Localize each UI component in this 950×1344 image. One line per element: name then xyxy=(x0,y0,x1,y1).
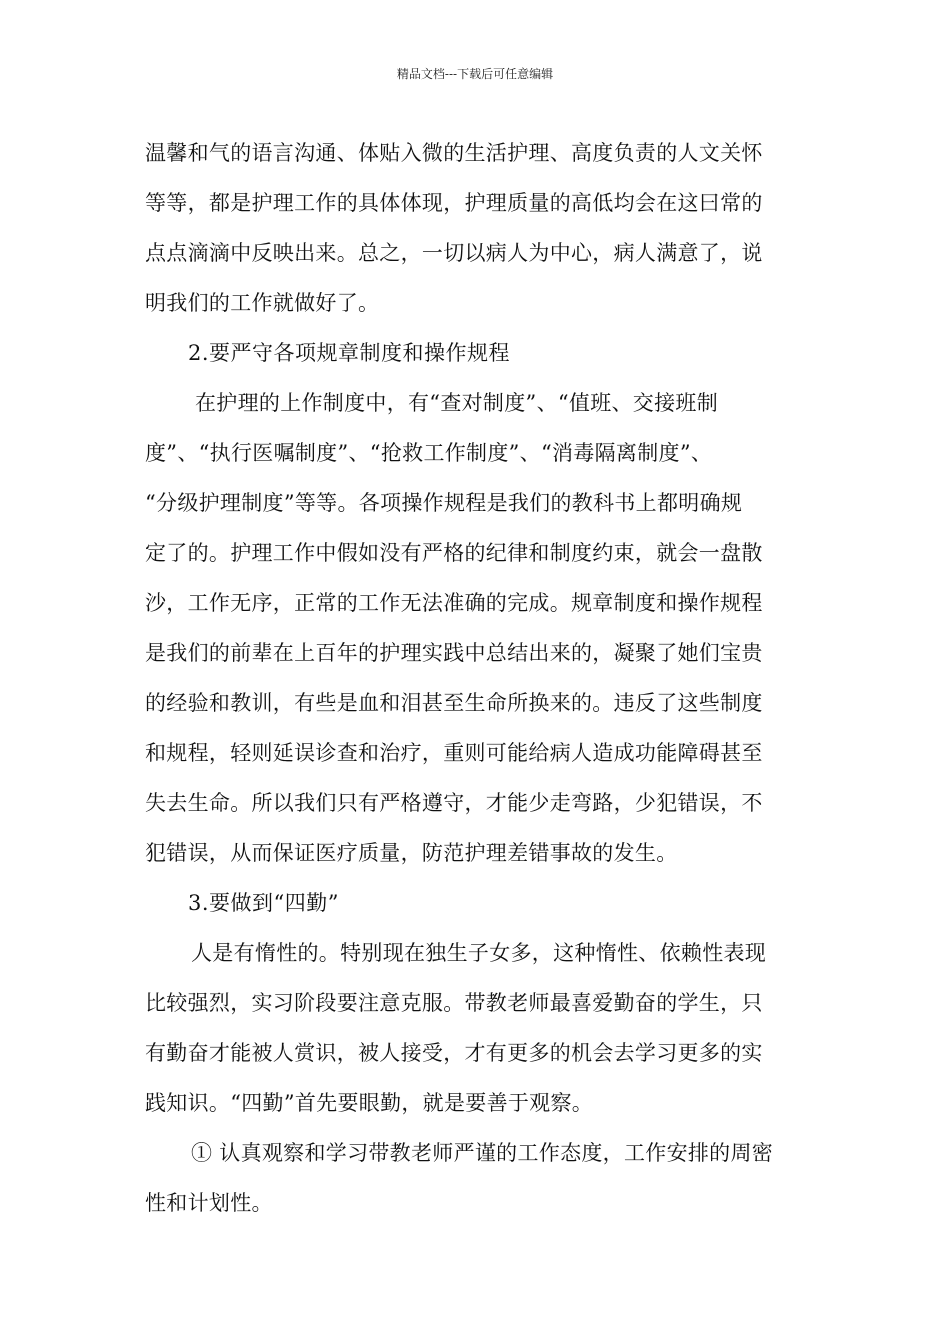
text-line: 践知识。“四勤”首先要眼勤，就是要善于观察。 xyxy=(145,1091,594,1115)
page-header: 精品文档---下载后可任意编辑 xyxy=(396,67,554,81)
paragraph-intro xyxy=(145,128,835,328)
text-line: ① 认真观察和学习带教老师严谨的工作态度，工作安排的周密 xyxy=(191,1141,774,1165)
paragraph-observe xyxy=(145,1128,835,1228)
text-line: 有勤奋才能被人赏识，被人接受，才有更多的机会去学习更多的实 xyxy=(145,1041,763,1065)
text-line: 度”、“执行医嘱制度”、“抢救工作制度”、“消毒隔离制度”、 xyxy=(145,441,713,465)
text-line: 在护理的上作制度中，有“查对制度”、“值班、交接班制 xyxy=(195,391,719,415)
text-line: 人是有惰性的。特别现在独生子女多，这种惰性、依赖性表现 xyxy=(191,941,767,965)
text-line: 比较强烈，实习阶段要注意克服。带教老师最喜爱勤奋的学生，只 xyxy=(145,991,763,1015)
document-body xyxy=(145,128,835,1228)
paragraph-diligence xyxy=(145,928,835,1128)
section-heading-2 xyxy=(145,328,835,378)
text-line: 是我们的前辈在上百年的护理实践中总结出来的，凝聚了她们宝贵 xyxy=(145,641,763,665)
text-line: 点点滴滴中反映出来。总之，一切以病人为中心，病人满意了，说 xyxy=(145,241,763,265)
text-line: 的经验和教训，有些是血和泪甚至生命所换来的。违反了这些制度 xyxy=(145,691,763,715)
text-line: 定了的。护理工作中假如没有严格的纪律和制度约束，就会一盘散 xyxy=(145,541,763,565)
section-heading-3 xyxy=(145,878,835,928)
text-line: 等等，都是护理工作的具体体现，护理质量的高低均会在这曰常的 xyxy=(145,191,763,215)
text-line: 明我们的工作就做好了。 xyxy=(145,291,380,315)
text-line: 温馨和气的语言沟通、体贴入微的生活护理、高度负责的人文关怀 xyxy=(145,141,763,165)
text-line: 和规程，轻则延误诊查和治疗，重则可能给病人造成功能障碍甚至 xyxy=(145,741,763,765)
text-line: 犯错误，从而保证医疗质量，防范护理差错事故的发生。 xyxy=(145,841,678,865)
text-line: 性和计划性。 xyxy=(145,1191,273,1215)
heading-text: 3.要做到“四勤” xyxy=(188,891,340,915)
text-line: “分级护理制度”等等。各项操作规程是我们的教科书上都明确规 xyxy=(145,491,743,515)
paragraph-rules xyxy=(145,378,835,878)
text-line: 沙，工作无序，正常的工作无法准确的完成。规章制度和操作规程 xyxy=(145,591,763,615)
heading-text: 2.要严守各项规章制度和操作规程 xyxy=(188,341,511,365)
text-line: 失去生命。所以我们只有严格遵守，才能少走弯路，少犯错误，不 xyxy=(145,791,763,815)
